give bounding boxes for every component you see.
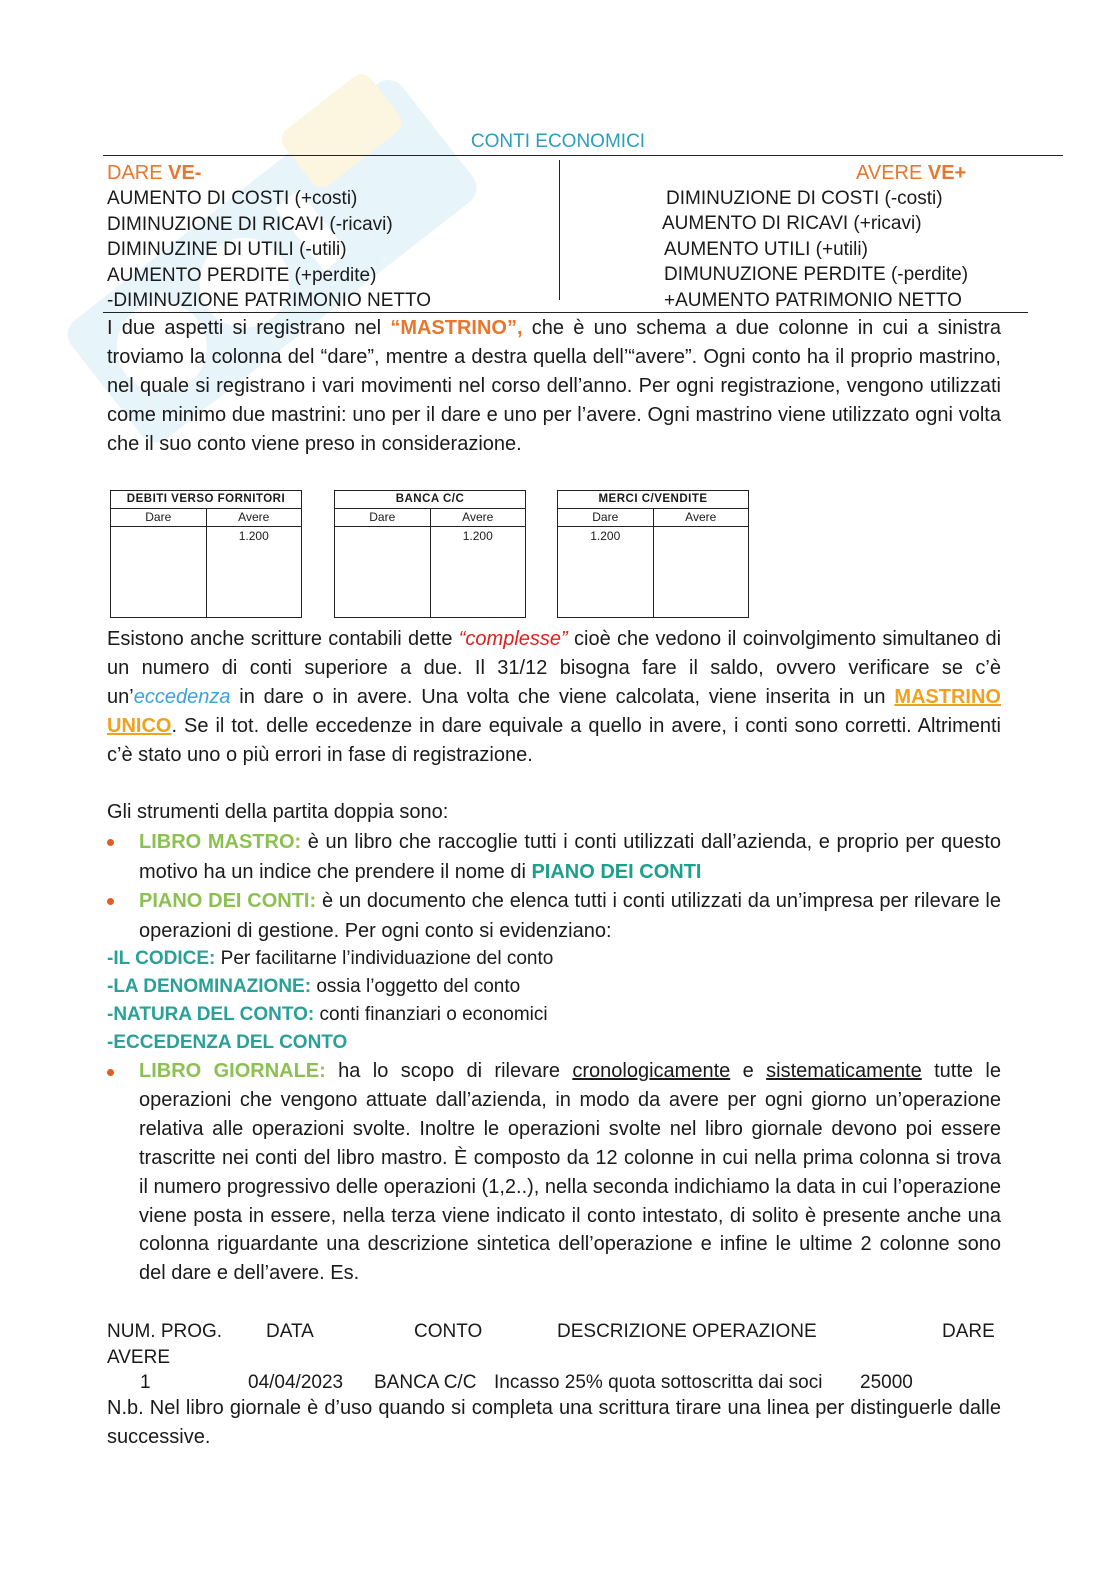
bullet-dot-icon	[107, 1069, 114, 1076]
ledger-dare-label: Dare	[558, 509, 654, 526]
avere-item: +AUMENTO PATRIMONIO NETTO	[664, 289, 962, 311]
journal-col-header: DATA	[266, 1321, 314, 1342]
ledger-avere-value: 1.200	[462, 529, 493, 543]
top-rule	[103, 155, 1063, 156]
journal-cell: Incasso 25% quota sottoscritta dai soci	[494, 1372, 823, 1393]
avere-item: DIMUNUZIONE PERDITE (-perdite)	[664, 264, 969, 286]
journal-cell: 04/04/2023	[248, 1372, 344, 1393]
dare-item: DIMINUZINE DI UTILI (-utili)	[107, 239, 347, 261]
ledger-title: BANCA C/C	[335, 491, 525, 509]
evidenza-item: -IL CODICE: Per facilitarne l’individuazione del conto	[107, 948, 554, 969]
dare-column	[107, 161, 431, 313]
evidenza-item: -NATURA DEL CONTO: conti finanziari o economici	[107, 1004, 548, 1025]
ledger-dare-value: 1.200	[558, 527, 654, 617]
ledger-dare-label: Dare	[111, 509, 207, 526]
avere-column	[662, 186, 968, 313]
bullet-term: PIANO DEI CONTI:	[139, 890, 317, 912]
bullet-term: LIBRO GIORNALE:	[139, 1060, 326, 1082]
journal-col-header: DESCRIZIONE OPERAZIONE	[557, 1321, 817, 1342]
ledger-avere-label: Avere	[685, 510, 717, 524]
bullet-libro-giornale: LIBRO GIORNALE: ha lo scopo di rilevare cronologicamente e sistematicamente tutte le operazioni che vengono attuate dall’azienda, in modo da avere per ogni giorno un’operazione relativa alle operazioni svolte. Inoltre le operazioni svolte nel libro giornale devono poi essere trascritte nei conti del libro mastro. È composto da 12 colonne in cui nella prima colonna si trova il numero progressivo delle operazioni (1,2..), nella seconda indichiamo la data in cui l’operazione viene posta in essere, nella terza viene indicato il conto intestato, di solito è presente anche una colonna riguardante una descrizione sintetica dell’operazione e infine le ultime 2 colonne sono del dare e dell’avere. Es.	[107, 1057, 1001, 1288]
evidenza-item: -LA DENOMINAZIONE: ossia l’oggetto del conto	[107, 976, 521, 997]
journal-col-header: NUM. PROG.	[107, 1321, 223, 1342]
ledger-banca-cc	[334, 490, 526, 618]
bullet-dot-icon	[107, 839, 114, 846]
dare-item: AUMENTO PERDITE (+perdite)	[107, 264, 377, 286]
ledger-avere-value: 1.200	[238, 529, 269, 543]
journal-col-header: AVERE	[107, 1347, 171, 1368]
strumenti-intro: Gli strumenti della partita doppia sono:	[107, 801, 449, 823]
journal-cell: 1	[140, 1372, 151, 1393]
bullet-piano-dei-conti: PIANO DEI CONTI: è un documento che elenca tutti i conti utilizzati da un’impresa per rilevare le operazioni di gestione. Per ogni conto si evidenziano:	[107, 886, 1001, 946]
ledger-dare-value	[111, 527, 207, 617]
bullet-term: LIBRO MASTRO:	[139, 831, 302, 853]
complesse-term: “complesse”	[458, 628, 568, 650]
journal-cell: 25000	[860, 1372, 913, 1393]
ledger-dare-label: Dare	[335, 509, 431, 526]
dare-item: AUMENTO DI COSTI (+costi)	[107, 188, 358, 210]
paragraph-mastrino: I due aspetti si registrano nel “MASTRINO”, che è uno schema a due colonne in cui a sinistra troviamo la colonna del “dare”, mentre a destra quella dell’“avere”. Ogni conto ha il proprio mastrino, nel quale si registrano i vari movimenti nel corso dell’anno. Per ogni registrazione, vengono utilizzati come minimo due mastrini: uno per il dare e uno per l’avere. Ogni mastrino viene utilizzato ogni volta che il suo conto viene preso in considerazione.	[107, 317, 1001, 455]
avere-header: AVERE VE+	[856, 162, 967, 184]
bullet-libro-mastro: LIBRO MASTRO: è un libro che raccoglie tutti i conti utilizzati dall’azienda, e proprio per questo motivo ha un indice che prendere il nome di PIANO DEI CONTI	[107, 827, 1001, 887]
bullet-dot-icon	[107, 898, 114, 905]
ledger-title: MERCI C/VENDITE	[558, 491, 748, 509]
ledger-debiti-fornitori	[110, 490, 302, 618]
piano-dei-conti-link: PIANO DEI CONTI	[531, 861, 702, 883]
avere-item: AUMENTO UTILI (+utili)	[664, 238, 868, 260]
journal-cell: BANCA C/C	[374, 1372, 477, 1393]
nota-bene: N.b. Nel libro giornale è d’uso quando si completa una scrittura tirare una linea per distinguerle dalle successive.	[107, 1397, 1001, 1448]
mastrino-term: “MASTRINO”,	[390, 317, 523, 339]
ledger-avere-label: Avere	[238, 510, 270, 524]
ledger-avere-value	[654, 527, 749, 617]
journal-col-header: DARE	[942, 1321, 995, 1342]
ledger-title: DEBITI VERSO FORNITORI	[111, 491, 301, 509]
paragraph-scritture-complesse: Esistono anche scritture contabili dette “complesse” cioè che vedono il coinvolgimento simultaneo di un numero di conti superiore a due. Il 31/12 bisogna fare il saldo, ovvero verificare se c’è un’eccedenza in dare o in avere. Una volta che viene calcolata, viene inserita in un MASTRINO UNICO. Se il tot. delle eccedenze in dare equivale a quello in avere, i conti sono corretti. Altrimenti c’è stato uno o più errori in fase di registrazione.	[107, 628, 1002, 766]
ledger-dare-value	[335, 527, 431, 617]
evidenza-item: -ECCEDENZA DEL CONTO	[107, 1032, 348, 1053]
mastrino-unico-term: MASTRINO UNICO	[107, 685, 1001, 737]
avere-item: AUMENTO DI RICAVI (+ricavi)	[662, 213, 922, 235]
avere-item: DIMINUZIONE DI COSTI (-costi)	[666, 188, 943, 209]
center-divider	[559, 160, 560, 300]
dare-item: DIMINUZIONE DI RICAVI (-ricavi)	[107, 213, 393, 235]
ledger-merci-vendite	[557, 490, 749, 618]
dare-item: -DIMINUZIONE PATRIMONIO NETTO	[107, 290, 432, 312]
dare-header: DARE VE-	[107, 162, 202, 184]
journal-col-header: CONTO	[414, 1321, 483, 1342]
ledger-avere-label: Avere	[462, 510, 494, 524]
page-title: CONTI ECONOMICI	[470, 131, 646, 152]
eccedenza-term: eccedenza	[133, 685, 231, 708]
